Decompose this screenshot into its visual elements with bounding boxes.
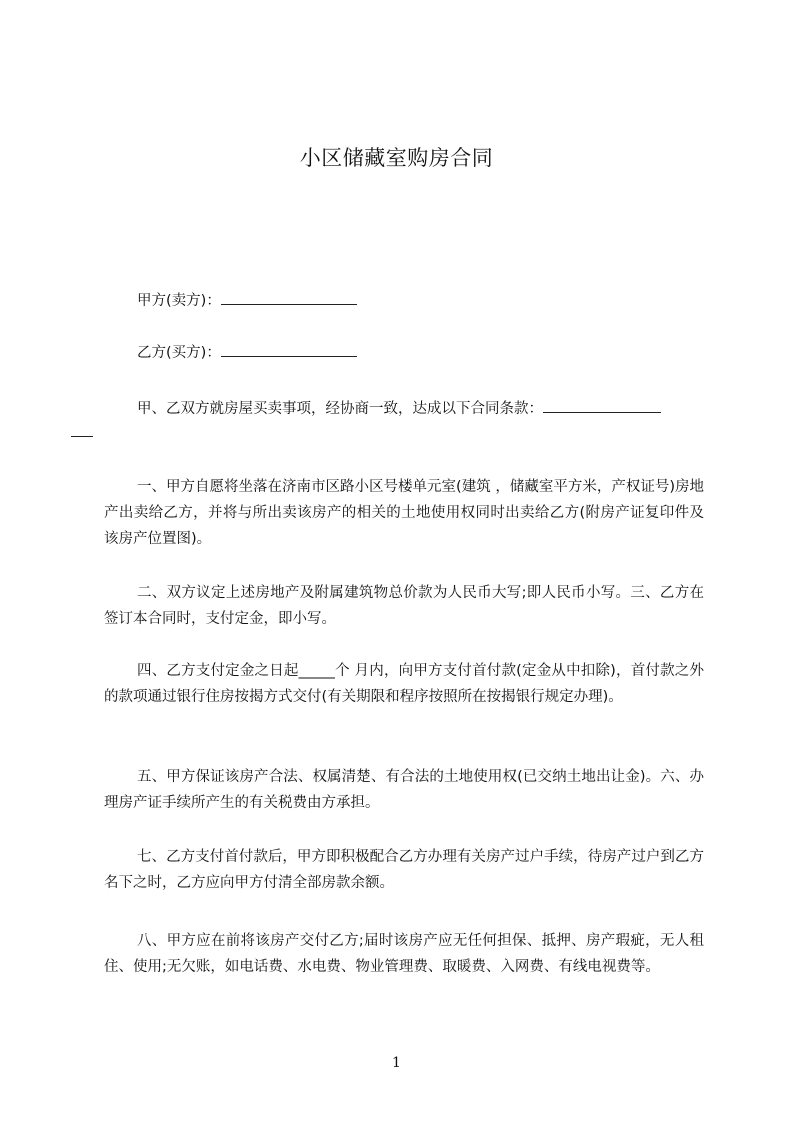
party-b-blank: [221, 342, 357, 357]
party-a-label: 甲方(卖方)：: [137, 293, 221, 309]
party-a-line: [104, 288, 737, 314]
clause-8: 八、甲方应在前将该房产交付乙方;届时该房产应无任何担保、抵押、房产瑕疵，无人租住、使用;无欠账，如电话费、水电费、物业管理费、取暖费、入网费、有线电视费等。: [104, 933, 704, 975]
intro-paragraph: [104, 396, 704, 437]
intro-text: 甲、乙双方就房屋买卖事项，经协商一致，达成以下合同条款：: [137, 401, 543, 417]
intro-blank-continued: [71, 422, 93, 437]
party-b-label: 乙方(买方)：: [137, 345, 221, 361]
page-number: 1: [392, 1055, 401, 1071]
clause-1: 一、甲方自愿将坐落在济南市区路小区号楼单元室(建筑 ，储藏室平方米，产权证号)房地产出卖给乙方，并将与所出卖该房产的相关的土地使用权同时出卖给乙方(附房产证复印件及该房产位置图)。: [104, 479, 704, 547]
party-b-line: [104, 340, 737, 366]
document-title: 小区储藏室购房合同: [299, 146, 494, 170]
clause-7: 七、乙方支付首付款后，甲方即积极配合乙方办理有关房产过户手续，待房产过户到乙方名下之时，乙方应向甲方付清全部房款余额。: [104, 849, 704, 891]
clause-4: 四、乙方支付定金之日起_____个 月内，向甲方支付首付款(定金从中扣除)，首付款之外的款项通过银行住房按揭方式交付(有关期限和程序按照所在按揭银行规定办理)。: [104, 663, 704, 705]
clause-2-3: 二、双方议定上述房地产及附属建筑物总价款为人民币大写;即人民币小写。三、乙方在签订本合同时，支付定金，即小写。: [104, 585, 704, 627]
clause-5-6: 五、甲方保证该房产合法、权属清楚、有合法的土地使用权(已交纳土地出让金)。六、办理房产证手续所产生的有关税费由方承担。: [104, 769, 704, 811]
intro-blank: [543, 398, 661, 413]
party-a-blank: [221, 290, 357, 305]
